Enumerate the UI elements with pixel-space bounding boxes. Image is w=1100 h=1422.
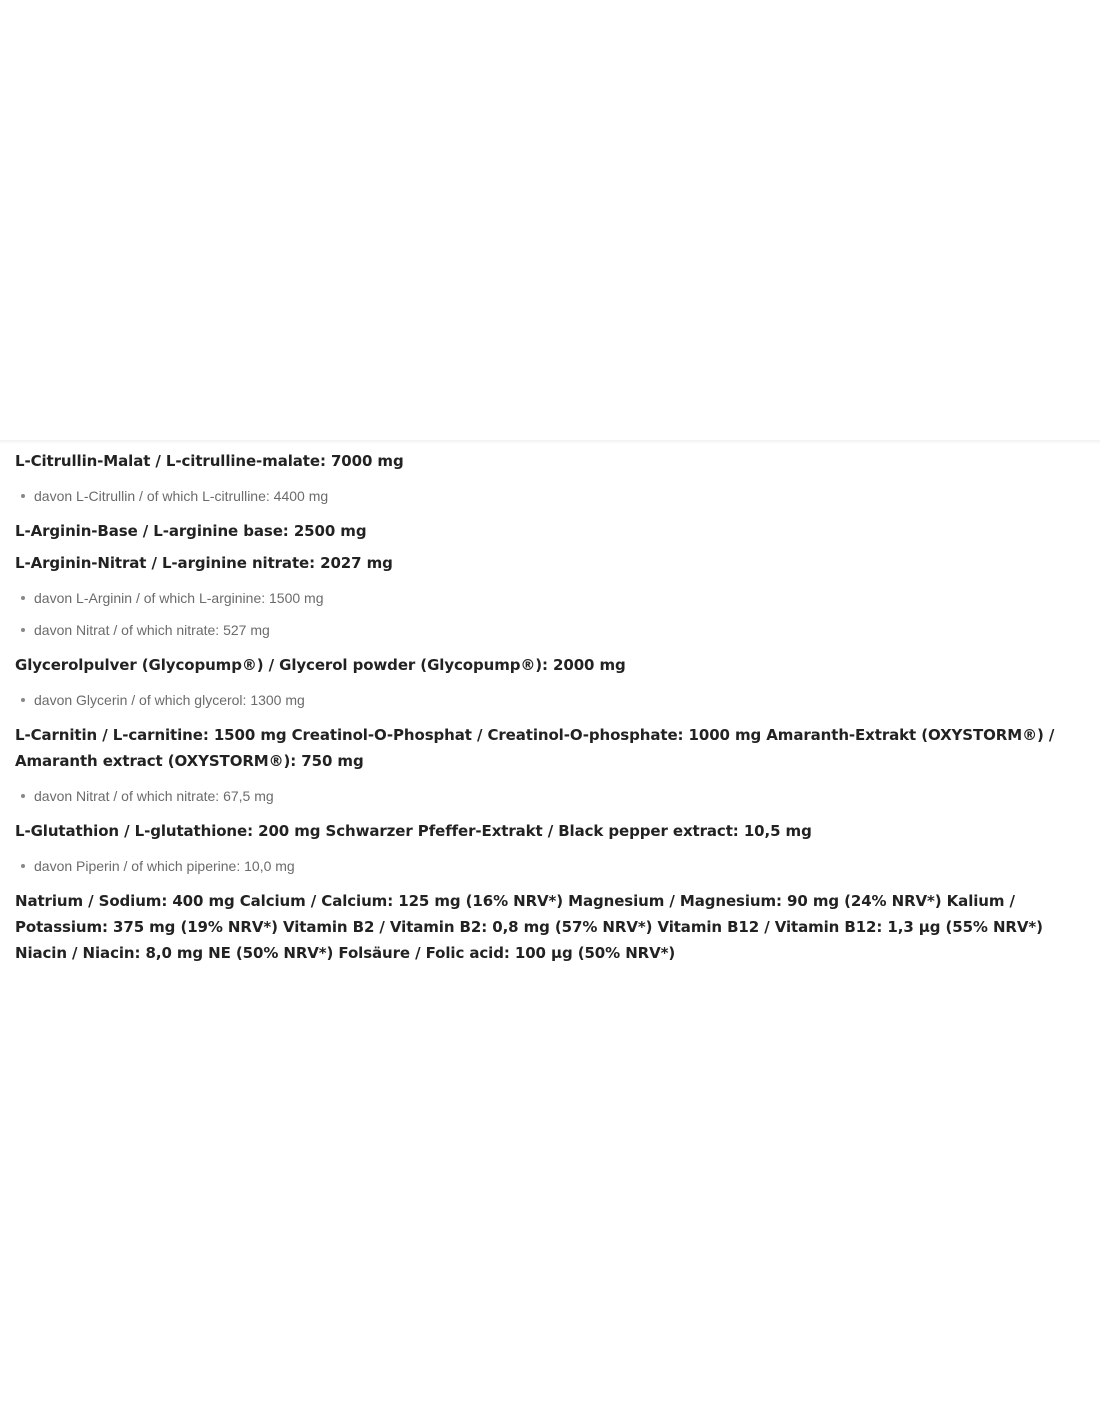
ingredient-subitem: davon L-Arginin / of which L-arginine: 1500 mg <box>15 582 1087 614</box>
ingredient-block-citrulline <box>15 448 1087 512</box>
ingredient-subitem: davon Piperin / of which piperine: 10,0 mg <box>15 850 1087 882</box>
ingredient-sublist <box>15 684 1087 716</box>
blank-image-area <box>0 0 1100 440</box>
ingredient-subitem: davon Nitrat / of which nitrate: 67,5 mg <box>15 780 1087 812</box>
section-divider <box>0 440 1100 444</box>
ingredient-block-arginine-base <box>15 518 1087 544</box>
ingredient-sublist <box>15 850 1087 882</box>
ingredient-block-carnitine <box>15 722 1087 812</box>
ingredient-block-glycerol <box>15 652 1087 716</box>
ingredient-heading: L-Carnitin / L-carnitine: 1500 mg Creatinol-O-Phosphat / Creatinol-O-phosphate: 1000 mg Amaranth-Extrakt (OXYSTORM®) / Amaranth extract (OXYSTORM®): 750 mg <box>15 726 1055 770</box>
ingredient-subitem: davon Nitrat / of which nitrate: 527 mg <box>15 614 1087 646</box>
ingredient-heading: L-Citrullin-Malat / L-citrulline-malate: 7000 mg <box>15 452 404 470</box>
ingredient-heading: L-Arginin-Base / L-arginine base: 2500 mg <box>15 522 367 540</box>
ingredient-sublist <box>15 480 1087 512</box>
ingredient-block-glutathione <box>15 818 1087 882</box>
ingredient-subitem: davon Glycerin / of which glycerol: 1300 mg <box>15 684 1087 716</box>
ingredient-subitem: davon L-Citrullin / of which L-citrulline: 4400 mg <box>15 480 1087 512</box>
ingredient-heading: L-Glutathion / L-glutathione: 200 mg Schwarzer Pfeffer-Extrakt / Black pepper extract: 10,5 mg <box>15 822 812 840</box>
ingredient-heading: L-Arginin-Nitrat / L-arginine nitrate: 2027 mg <box>15 554 393 572</box>
ingredient-heading: Natrium / Sodium: 400 mg Calcium / Calcium: 125 mg (16% NRV*) Magnesium / Magnesium: 90 mg (24% NRV*) Kalium / Potassium: 375 mg (19% NRV*) Vitamin B2 / Vitamin B2: 0,8 mg (57% NRV*) Vitamin B12 / Vitamin B12: 1,3 µg (55% NRV*) Niacin / Niacin: 8,0 mg NE (50% NRV*) Folsäure / Folic acid: 100 µg (50% NRV*) <box>15 892 1043 962</box>
ingredient-sublist <box>15 780 1087 812</box>
ingredient-block-arginine-nitrate <box>15 550 1087 646</box>
ingredient-heading: Glycerolpulver (Glycopump®) / Glycerol powder (Glycopump®): 2000 mg <box>15 656 626 674</box>
ingredients-list <box>15 448 1087 972</box>
ingredient-sublist <box>15 582 1087 646</box>
ingredient-block-minerals-vitamins <box>15 888 1087 966</box>
